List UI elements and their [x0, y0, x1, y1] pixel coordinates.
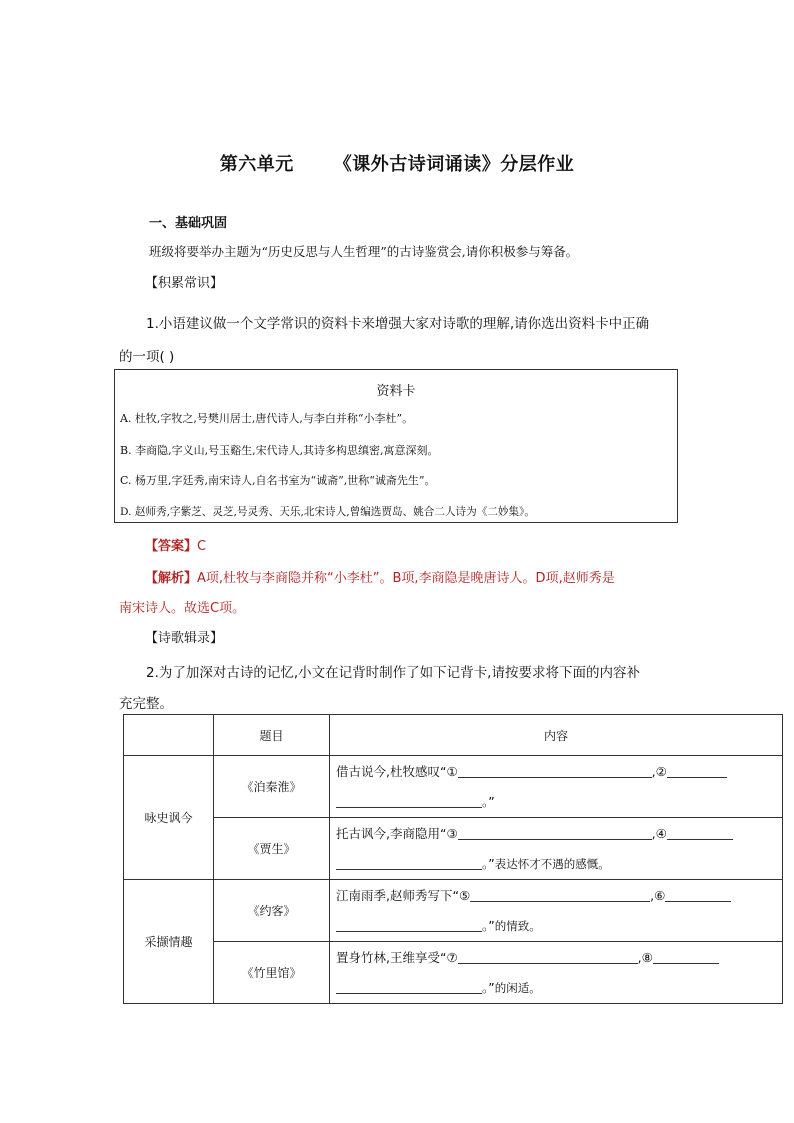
- table-row: [124, 880, 783, 942]
- question-1-line1: 1.小语建议做一个文学常识的资料卡来增强大家对诗歌的理解,请你选出资料卡中正确: [146, 316, 650, 332]
- question-2-line2: 充完整。: [119, 696, 173, 712]
- blank-1[interactable]: [458, 763, 652, 778]
- table-row: [124, 942, 783, 1004]
- tag-poetry: 【诗歌辑录】: [145, 631, 224, 646]
- blank-8-cont[interactable]: [336, 979, 482, 994]
- blank-6-cont[interactable]: [336, 917, 482, 932]
- group-label: 采撷情趣: [124, 880, 214, 1004]
- blank-7[interactable]: [458, 949, 638, 964]
- poem-title: 《贾生》: [214, 818, 330, 880]
- page-title: 第六单元 《课外古诗词诵读》分层作业: [219, 154, 575, 175]
- blank-4[interactable]: [667, 825, 733, 840]
- blank-4-cont[interactable]: [336, 855, 482, 870]
- table-header-row: [124, 715, 783, 756]
- group-label: 咏史讽今: [124, 756, 214, 880]
- question-2-line1: 2.为了加深对古诗的记忆,小文在记背时制作了如下记背卡,请按要求将下面的内容补: [146, 665, 640, 681]
- analysis-line1: 【解析】A项,杜牧与李商隐并称“小李杜”。B项,李商隐是晚唐诗人。D项,赵师秀是: [145, 571, 615, 586]
- table-row: [124, 756, 783, 818]
- option-a: A. 杜牧,字牧之,号樊川居士,唐代诗人,与李白并称“小李杜”。: [120, 412, 414, 425]
- header-title: 题目: [214, 715, 330, 756]
- row-content: 借古说今,杜牧感叹“① ,② 。”: [330, 756, 783, 818]
- analysis-line2: 南宋诗人。故选C项。: [119, 601, 246, 616]
- blank-8[interactable]: [653, 949, 719, 964]
- info-card: [114, 369, 678, 523]
- recitation-table: [123, 714, 783, 1004]
- blank-2-cont[interactable]: [336, 793, 482, 808]
- blank-2[interactable]: [667, 763, 727, 778]
- blank-5[interactable]: [470, 887, 650, 902]
- poem-title: 《泊秦淮》: [214, 756, 330, 818]
- poem-title: 《约客》: [214, 880, 330, 942]
- answer: 【答案】C: [145, 539, 207, 554]
- option-b: B. 李商隐,字义山,号玉谿生,宋代诗人,其诗多构思缜密,寓意深刻。: [120, 444, 439, 457]
- option-d: D. 赵师秀,字紫芝、灵芝,号灵秀、天乐,北宋诗人,曾编选贾岛、姚合二人诗为《二妙集》。: [120, 506, 535, 518]
- info-card-title: 资料卡: [376, 384, 416, 399]
- tag-accumulate: 【积累常识】: [145, 276, 224, 291]
- option-c: C. 杨万里,字廷秀,南宋诗人,自名书室为“诚斋”,世称“诚斋先生”。: [120, 474, 436, 487]
- blank-3[interactable]: [458, 825, 652, 840]
- poem-title: 《竹里馆》: [214, 942, 330, 1004]
- intro-text: 班级将要举办主题为“历史反思与人生哲理”的古诗鉴赏会,请你积极参与筹备。: [149, 244, 579, 259]
- question-1-line2: 的一项( ): [119, 349, 175, 365]
- row-content: 江南雨季,赵师秀写下“⑤ ,⑥ 。”的情致。: [330, 880, 783, 942]
- header-blank: [124, 715, 214, 756]
- row-content: 托古讽今,李商隐用“③ ,④ 。”表达怀才不遇的感慨。: [330, 818, 783, 880]
- blank-6[interactable]: [665, 887, 731, 902]
- table-row: [124, 818, 783, 880]
- row-content: 置身竹林,王维享受“⑦ ,⑧ 。”的闲适。: [330, 942, 783, 1004]
- header-content: 内容: [330, 715, 783, 756]
- section-heading: 一、基础巩固: [149, 216, 228, 231]
